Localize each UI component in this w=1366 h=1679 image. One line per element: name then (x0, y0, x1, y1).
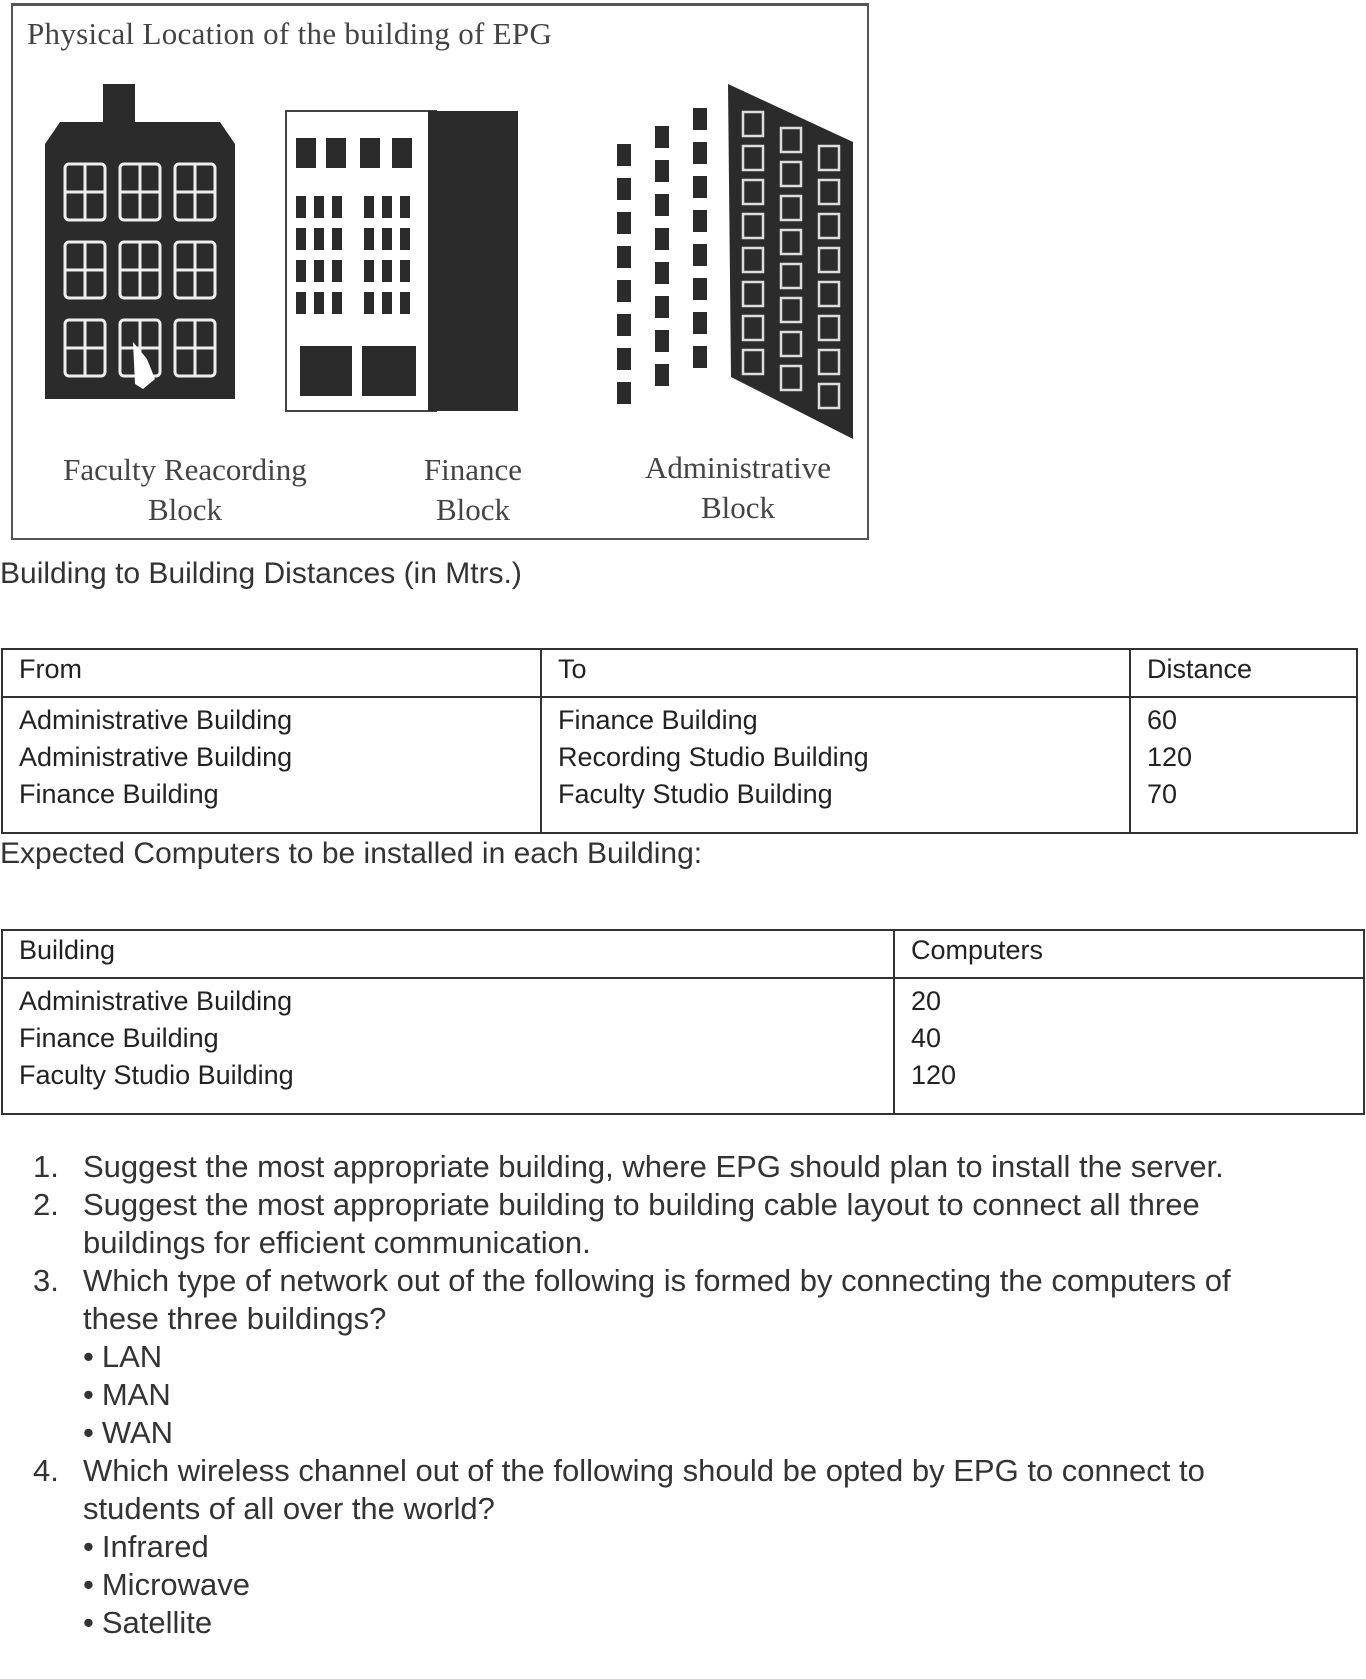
question-1 (0, 1148, 1313, 1186)
option-wan: • WAN (83, 1415, 174, 1450)
building-location-figure (11, 3, 869, 540)
distances-heading: Building to Building Distances (in Mtrs.) (0, 557, 522, 590)
table-header-row (2, 930, 1364, 978)
table-cell: Faculty Studio Building (558, 779, 833, 809)
bullet-icon: • (83, 1567, 94, 1602)
question-number: 3. (33, 1263, 59, 1298)
question-number: 4. (33, 1453, 59, 1488)
question-2 (0, 1186, 1313, 1262)
table-cell: Administrative Building (19, 986, 293, 1016)
computers-table (1, 929, 1365, 1115)
column-header-computers: Computers (894, 930, 1364, 978)
table-cell: 70 (1147, 779, 1178, 809)
table-header-row (2, 649, 1357, 697)
bullet-icon: • (83, 1415, 94, 1450)
label-faculty-recording-block: Faculty Reacording Block (63, 452, 307, 527)
table-cell: Administrative Building (19, 742, 293, 772)
option-man: • MAN (83, 1377, 171, 1412)
option-satellite: • Satellite (83, 1605, 213, 1640)
question-3 (0, 1262, 1313, 1338)
column-header-distance: Distance (1130, 649, 1357, 697)
label-finance-block: Finance Block (423, 452, 523, 527)
label-administrative-block: Administrative Block (645, 450, 831, 525)
building-highrise-icon (593, 84, 853, 444)
option-infrared: • Infrared (83, 1529, 209, 1564)
table-cell: Finance Building (19, 1023, 219, 1053)
question-text: Which type of network out of the following is formed by connecting the computers of these three buildings? (83, 1263, 1231, 1336)
question-4 (0, 1452, 1313, 1528)
table-cell: 120 (911, 1060, 957, 1090)
building-office-block-icon (276, 106, 526, 416)
column-header-from: From (2, 649, 541, 697)
table-cell: Finance Building (558, 705, 758, 735)
table-cell: Administrative Building (19, 705, 293, 735)
building-dark-gabled-icon (35, 84, 245, 404)
column-header-building: Building (2, 930, 894, 978)
table-cell: 60 (1147, 705, 1178, 735)
table-body-row (2, 697, 1357, 833)
bullet-icon: • (83, 1377, 94, 1412)
bullet-icon: • (83, 1339, 94, 1374)
question-text: Suggest the most appropriate building, where EPG should plan to install the server. (83, 1149, 1224, 1184)
option-lan: • LAN (83, 1339, 163, 1374)
distances-table (1, 648, 1358, 834)
table-cell: 20 (911, 986, 942, 1016)
question-list (0, 1148, 1366, 1642)
table-cell: Recording Studio Building (558, 742, 869, 772)
option-microwave: • Microwave (83, 1567, 251, 1602)
to-cell (541, 697, 1130, 833)
bullet-icon: • (83, 1605, 94, 1640)
table-cell: 40 (911, 1023, 942, 1053)
table-cell: 120 (1147, 742, 1193, 772)
figure-title: Physical Location of the building of EPG (27, 16, 553, 51)
building-cell (2, 978, 894, 1114)
question-text: Suggest the most appropriate building to building cable layout to connect all three buildings for efficient communication. (83, 1187, 1200, 1260)
question-number: 2. (33, 1187, 59, 1222)
from-cell (2, 697, 541, 833)
computers-cell (894, 978, 1364, 1114)
table-body-row (2, 978, 1364, 1114)
question-number: 1. (33, 1149, 59, 1184)
bullet-icon: • (83, 1529, 94, 1564)
distance-cell (1130, 697, 1357, 833)
table-cell: Faculty Studio Building (19, 1060, 294, 1090)
question-text: Which wireless channel out of the following should be opted by EPG to connect to students of all over the world? (83, 1453, 1205, 1526)
computers-heading: Expected Computers to be installed in each Building: (0, 837, 703, 870)
column-header-to: To (541, 649, 1130, 697)
table-cell: Finance Building (19, 779, 219, 809)
